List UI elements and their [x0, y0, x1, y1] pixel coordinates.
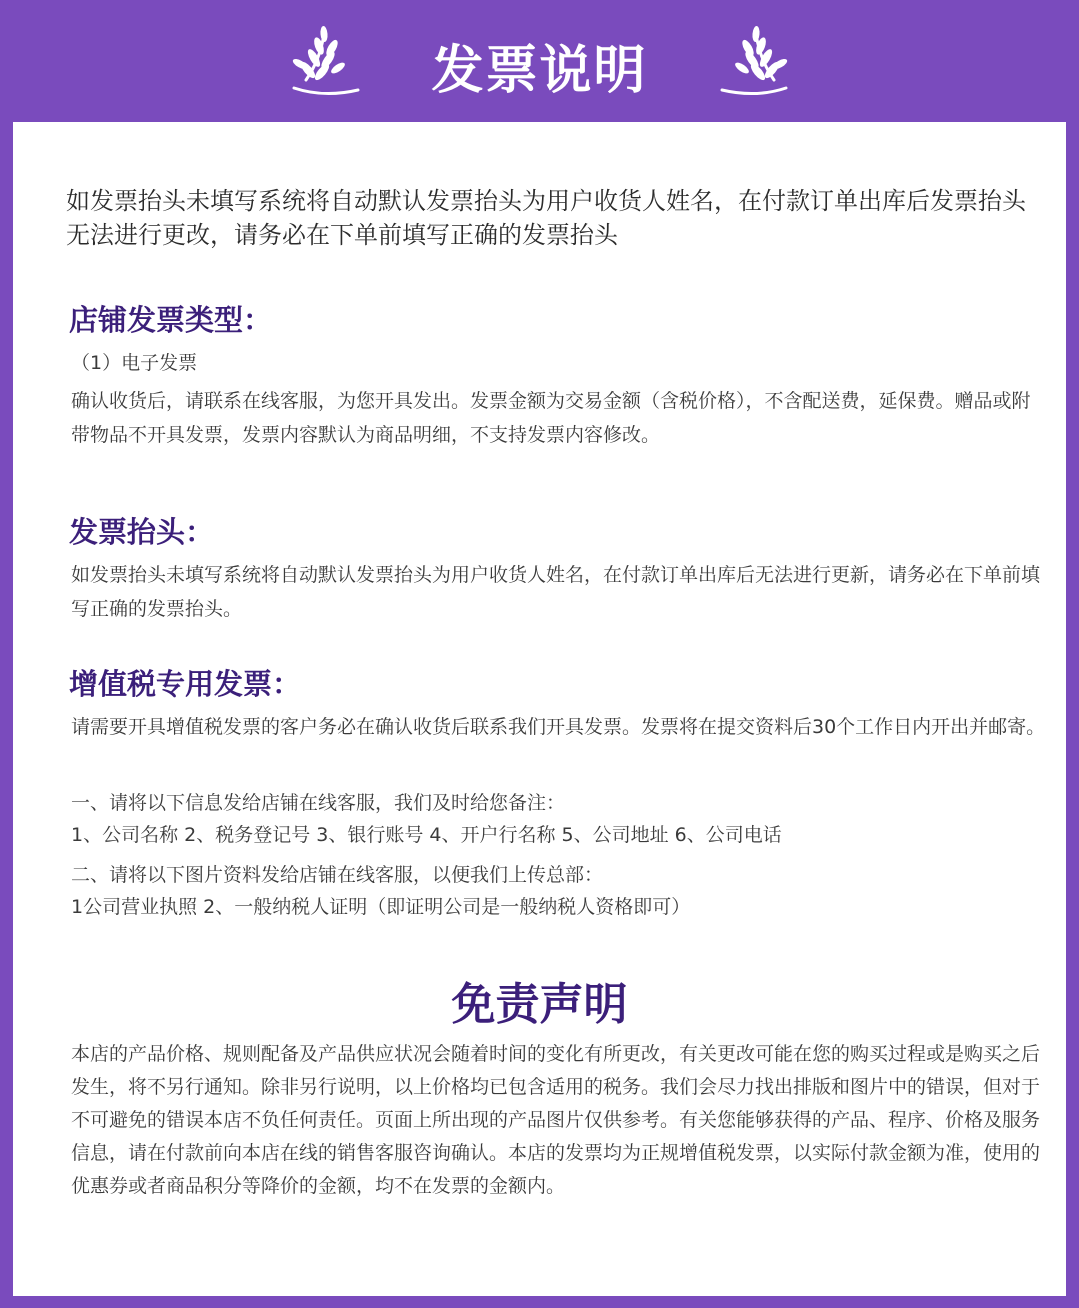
header-title: 发票说明	[431, 41, 648, 101]
vat-invoice-line-4: 二、请将以下图片资料发给店铺在线客服，以便我们上传总部：	[71, 864, 604, 886]
section-title-invoice-header: 发票抬头：	[69, 515, 215, 549]
invoice-type-line-1: （1）电子发票	[71, 352, 198, 374]
disclaimer-title: 免责声明	[451, 979, 628, 1030]
vat-invoice-line-1: 请需要开具增值税发票的客户务必在确认收货后联系我们开具发票。发票将在提交资料后30个工作日内开出并邮寄。	[71, 716, 1046, 738]
vat-invoice-line-5: 1公司营业执照 2、一般纳税人证明（即证明公司是一般纳税人资格即可）	[71, 896, 691, 918]
vat-invoice-line-3: 1、公司名称 2、税务登记号 3、银行账号 4、开户行名称 5、公司地址 6、公司电话	[71, 824, 782, 846]
content-card	[13, 122, 1066, 1296]
laurel-right-icon	[716, 20, 796, 100]
section-title-invoice-type: 店铺发票类型：	[69, 303, 273, 337]
disclaimer-text: 本店的产品价格、规则配备及产品供应状况会随着时间的变化有所更改，有关更改可能在您的购买过程或是购买之后发生，将不另行通知。除非另行说明，以上价格均已包含适用的税务。我们会尽力找出排版和图片中的错误，但对于不可避免的错误本店不负任何责任。页面上所出现的产品图片仅供参考。有关您能够获得的产品、程序、价格及服务信息，请在付款前向本店在线的销售客服咨询确认。本店的发票均为正规增值税发票，以实际付款金额为准，使用的优惠券或者商品积分等降价的金额，均不在发票的金额内。	[71, 1043, 1041, 1197]
vat-invoice-line-2: 一、请将以下信息发给店铺在线客服，我们及时给您备注：	[71, 792, 566, 814]
intro-text: 如发票抬头未填写系统将自动默认发票抬头为用户收货人姓名，在付款订单出库后发票抬头无法进行更改，请务必在下单前填写正确的发票抬头	[66, 187, 1026, 249]
section-title-vat-invoice: 增值税专用发票：	[69, 667, 302, 701]
invoice-type-line-2: 确认收货后，请联系在线客服，为您开具发出。发票金额为交易金额（含税价格），不含配送费，延保费。赠品或附带物品不开具发票，发票内容默认为商品明细，不支持发票内容修改。	[71, 390, 1031, 446]
invoice-header-text: 如发票抬头未填写系统将自动默认发票抬头为用户收货人姓名，在付款订单出库后无法进行更新，请务必在下单前填写正确的发票抬头。	[71, 564, 1041, 620]
header-banner	[0, 0, 1079, 122]
